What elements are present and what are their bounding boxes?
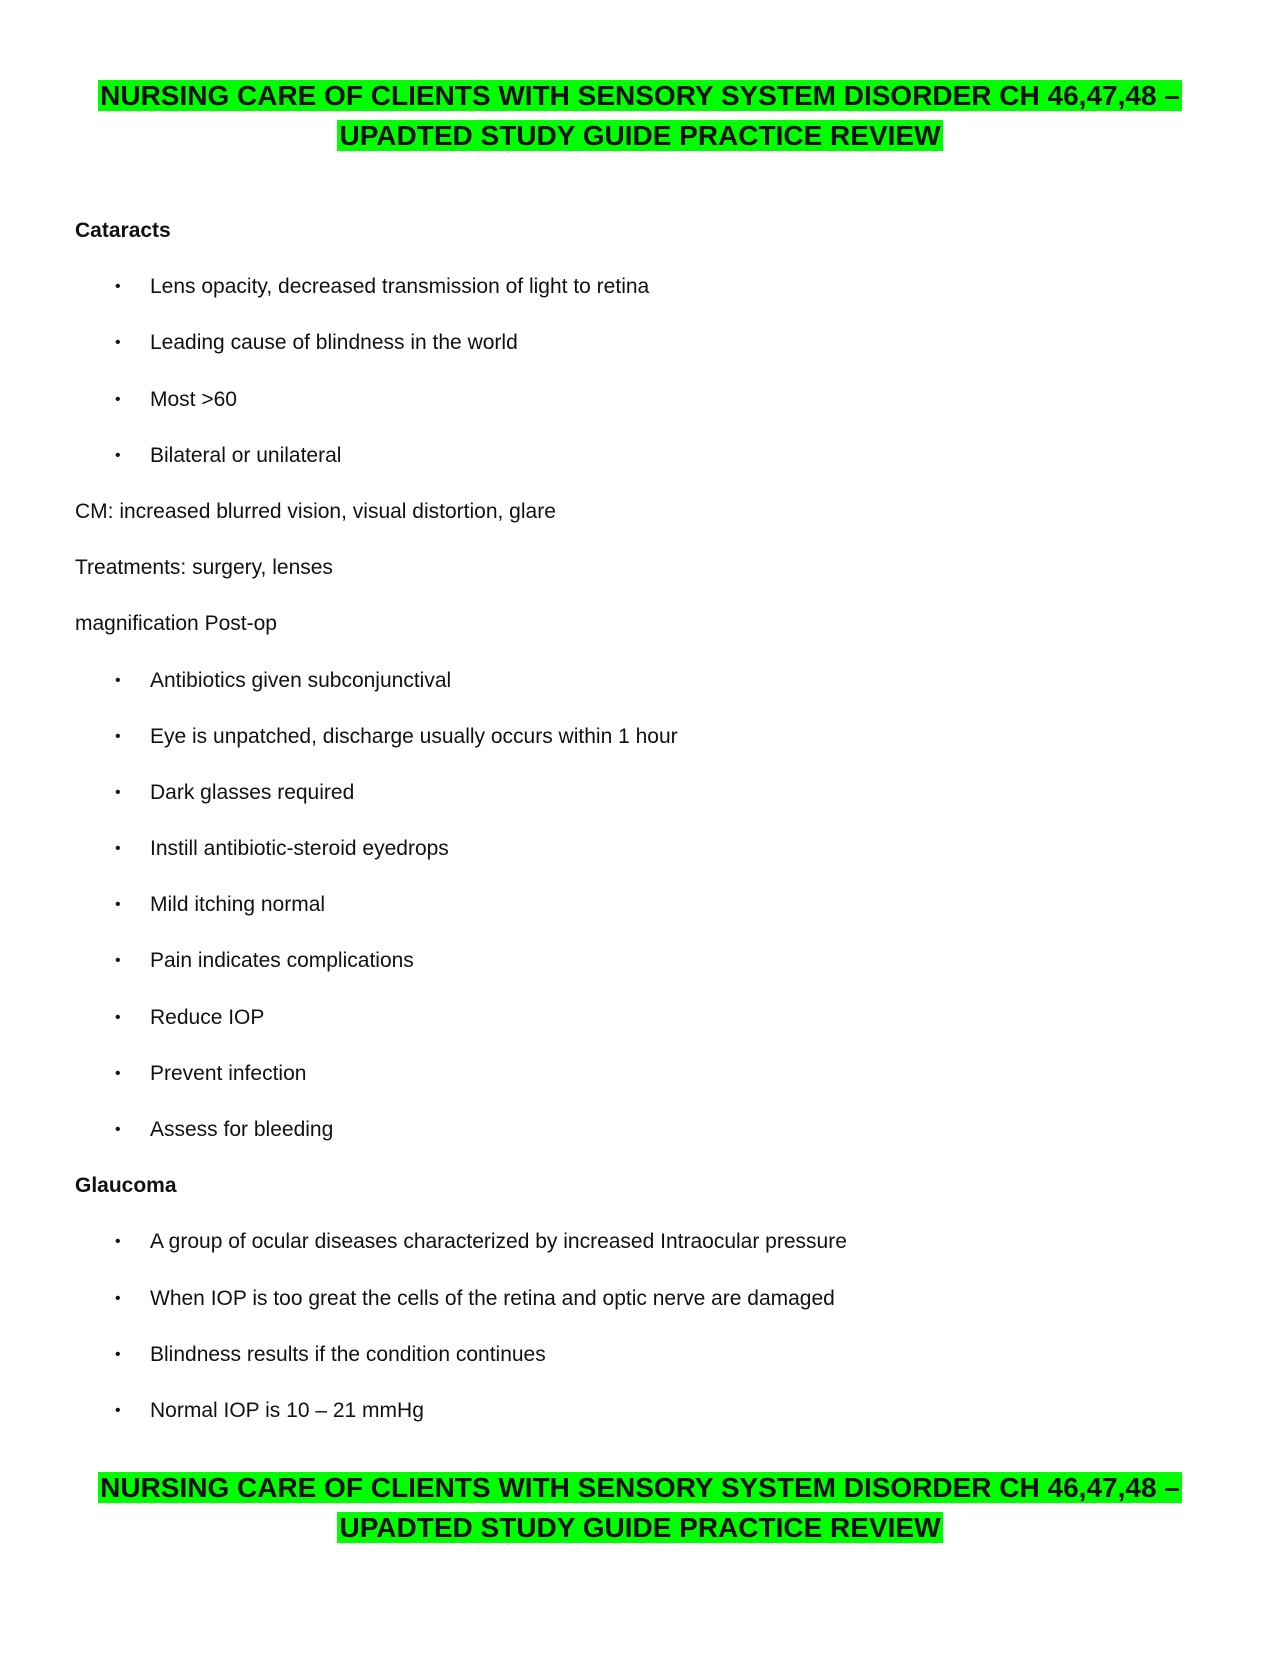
bullet-icon: • [115,727,121,745]
bullet-icon: • [115,671,121,689]
list-item: • When IOP is too great the cells of the retina and optic nerve are damaged [75,1271,1205,1327]
bullet-icon: • [115,334,121,352]
title-line-2: UPADTED STUDY GUIDE PRACTICE REVIEW [339,120,941,151]
bullet-icon: • [115,446,121,464]
bullet-icon: • [115,952,121,970]
clinical-manifestations-text: CM: increased blurred vision, visual distortion, glare [75,499,556,523]
list-item: • Blindness results if the condition continues [75,1327,1205,1383]
bullet-icon: • [115,1289,121,1307]
bullet-icon: • [115,1345,121,1363]
list-item: • Normal IOP is 10 – 21 mmHg [75,1383,1205,1439]
list-item: • Bilateral or unilateral [75,428,1205,484]
footer-line-2: UPADTED STUDY GUIDE PRACTICE REVIEW [339,1512,941,1543]
list-item: • Most >60 [75,372,1205,428]
section-heading-glaucoma: Glaucoma [75,1174,177,1198]
bullet-icon: • [115,1401,121,1419]
bullet-icon: • [115,278,121,296]
bullet-icon: • [115,1064,121,1082]
document-title-footer [0,1468,1280,1548]
bullet-icon: • [115,840,121,858]
list-item: • Lens opacity, decreased transmission of light to retina [75,259,1205,315]
section-heading-cataracts: Cataracts [75,219,171,242]
bullet-icon: • [115,1008,121,1026]
list-item: • Eye is unpatched, discharge usually occurs within 1 hour [75,709,1205,765]
postop-text: magnification Post-op [75,612,277,636]
list-item: • Pain indicates complications [75,933,1205,989]
list-item: • Instill antibiotic-steroid eyedrops [75,821,1205,877]
list-item: • Assess for bleeding [75,1102,1205,1158]
list-item: • Mild itching normal [75,877,1205,933]
list-item: • Reduce IOP [75,990,1205,1046]
bullet-icon: • [115,1121,121,1138]
list-item: • A group of ocular diseases characterized by increased Intraocular pressure [75,1214,1205,1270]
bullet-icon: • [115,896,121,914]
list-item: • Antibiotics given subconjunctival [75,653,1205,709]
bullet-icon: • [115,783,121,801]
footer-line-1: NURSING CARE OF CLIENTS WITH SENSORY SYSTEM DISORDER CH 46,47,48 – [100,1472,1180,1503]
bullet-icon: • [115,1233,121,1251]
treatments-text: Treatments: surgery, lenses [75,556,333,580]
document-body [75,203,1205,1439]
list-item: • Leading cause of blindness in the world [75,315,1205,371]
document-title-header [0,76,1280,156]
title-line-1: NURSING CARE OF CLIENTS WITH SENSORY SYSTEM DISORDER CH 46,47,48 – [100,80,1180,111]
list-item: • Dark glasses required [75,765,1205,821]
bullet-icon: • [115,390,121,408]
list-item: • Prevent infection [75,1046,1205,1102]
